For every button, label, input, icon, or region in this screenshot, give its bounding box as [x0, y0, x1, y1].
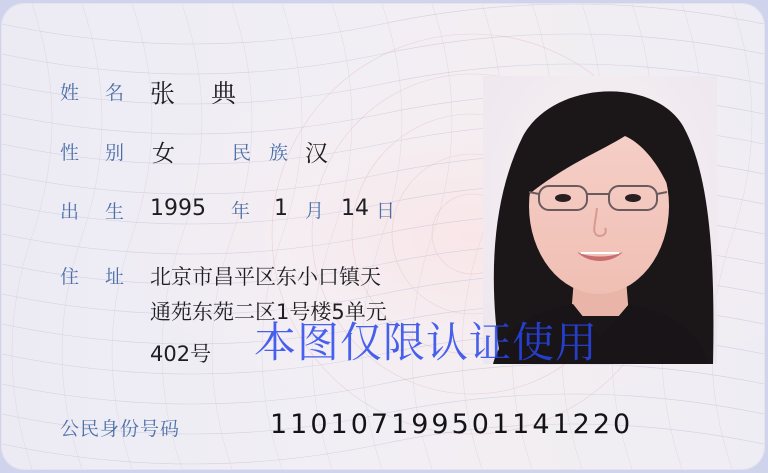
- verification-watermark: 本图仅限认证使用: [254, 318, 599, 367]
- address-line-2: 通苑东苑二区1号楼5单元: [150, 300, 387, 324]
- birth-month: 1: [274, 196, 288, 221]
- year-unit: 年: [231, 200, 251, 222]
- id-card: [2, 4, 764, 469]
- day-unit: 日: [376, 200, 396, 222]
- name-label: 姓 名: [60, 82, 135, 104]
- ethnicity-value: 汉: [305, 141, 328, 167]
- ethnicity-label: 民 族: [232, 142, 295, 164]
- name-value: 张 典: [150, 79, 250, 108]
- address-line-3: 402号: [150, 342, 212, 366]
- gender-label: 性 别: [60, 142, 135, 164]
- gender-value: 女: [152, 141, 175, 167]
- month-unit: 月: [305, 200, 325, 222]
- birth-year: 1995: [150, 196, 206, 221]
- id-number-value: 110107199501141220: [270, 409, 634, 440]
- id-number-label: 公民身份号码: [60, 418, 181, 440]
- birth-label: 出 生: [60, 201, 135, 223]
- address-label: 住 址: [60, 266, 135, 288]
- birth-day: 14: [341, 196, 369, 221]
- address-line-1: 北京市昌平区东小口镇天: [150, 265, 381, 289]
